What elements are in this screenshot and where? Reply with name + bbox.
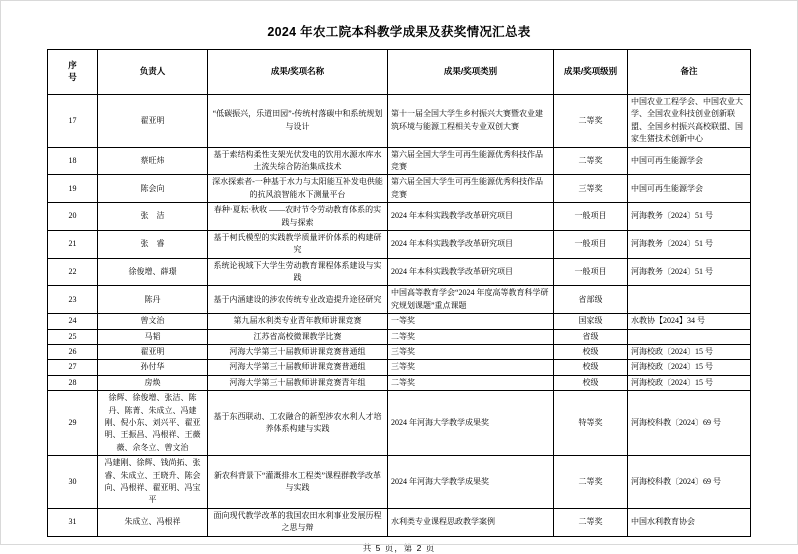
table-row <box>48 147 751 175</box>
cell-serial-number: 30 <box>48 456 98 509</box>
cell-achievement-name: 江苏省高校微课教学比赛 <box>208 329 388 344</box>
cell-level: 一般项目 <box>554 258 628 286</box>
cell-person: 房焕 <box>98 375 208 390</box>
cell-note <box>628 286 751 314</box>
table-row <box>48 391 751 456</box>
cell-serial-number: 27 <box>48 360 98 375</box>
cell-note: 河海校政〔2024〕15 号 <box>628 345 751 360</box>
table-row <box>48 175 751 203</box>
cell-category: 2024 年河海大学教学成果奖 <box>388 456 554 509</box>
cell-note: 中国农业工程学会、中国农业大学、全国农业科技创业创新联盟、全国乡村振兴高校联盟、国家生猪技术创新中心 <box>628 95 751 148</box>
cell-achievement-name: 河海大学第三十届教师讲课竞赛普通组 <box>208 345 388 360</box>
cell-serial-number: 28 <box>48 375 98 390</box>
header-no: 序号 <box>48 50 98 95</box>
cell-person: 徐俊增、薛璟 <box>98 258 208 286</box>
cell-achievement-name: 面向现代教学改革的我国农田水利事业发展历程之思与辩 <box>208 508 388 536</box>
header-note: 备注 <box>628 50 751 95</box>
cell-note: 河海校政〔2024〕15 号 <box>628 360 751 375</box>
cell-serial-number: 25 <box>48 329 98 344</box>
cell-category: 2024 年本科实践教学改革研究项目 <box>388 230 554 258</box>
table-header-row <box>48 50 751 95</box>
cell-serial-number: 29 <box>48 391 98 456</box>
table-row <box>48 203 751 231</box>
header-level: 成果/奖项级别 <box>554 50 628 95</box>
cell-category: 二等奖 <box>388 329 554 344</box>
table-row <box>48 375 751 390</box>
table-row <box>48 95 751 148</box>
cell-category: 二等奖 <box>388 375 554 390</box>
cell-category: 三等奖 <box>388 345 554 360</box>
cell-category: 三等奖 <box>388 360 554 375</box>
cell-achievement-name: 河海大学第三十届教师讲课竞赛青年组 <box>208 375 388 390</box>
cell-level: 二等奖 <box>554 508 628 536</box>
cell-achievement-name: 系统论视域下大学生劳动教育课程体系建设与实践 <box>208 258 388 286</box>
cell-level: 一般项目 <box>554 203 628 231</box>
cell-level: 三等奖 <box>554 175 628 203</box>
page-title: 2024 年农工院本科教学成果及获奖情况汇总表 <box>267 25 531 39</box>
cell-level: 校级 <box>554 345 628 360</box>
cell-level: 二等奖 <box>554 456 628 509</box>
cell-category: 2024 年本科实践教学改革研究项目 <box>388 203 554 231</box>
cell-category: 第十一届全国大学生乡村振兴大赛暨农业建筑环境与能源工程相关专业双创大赛 <box>388 95 554 148</box>
cell-note: 河海教务〔2024〕51 号 <box>628 230 751 258</box>
cell-note: 水教协【2024】34 号 <box>628 314 751 329</box>
cell-note <box>628 329 751 344</box>
cell-person: 张 洁 <box>98 203 208 231</box>
cell-person: 冯建刚、徐辉、钱尚拓、张睿、朱成立、王晓升、陈会向、冯根祥、翟亚明、冯宝平 <box>98 456 208 509</box>
table-row <box>48 456 751 509</box>
table-row <box>48 286 751 314</box>
cell-serial-number: 19 <box>48 175 98 203</box>
cell-note: 河海校政〔2024〕15 号 <box>628 375 751 390</box>
cell-category: 中国高等教育学会“2024 年度高等教育科学研究规划课题”重点课题 <box>388 286 554 314</box>
cell-serial-number: 31 <box>48 508 98 536</box>
cell-serial-number: 20 <box>48 203 98 231</box>
cell-level: 校级 <box>554 360 628 375</box>
table-row <box>48 230 751 258</box>
cell-person: 陈丹 <box>98 286 208 314</box>
cell-achievement-name: 基于柯氏模型的实践教学质量评价体系的构建研究 <box>208 230 388 258</box>
table-row <box>48 345 751 360</box>
table-row <box>48 314 751 329</box>
cell-note: 河海教务〔2024〕51 号 <box>628 203 751 231</box>
cell-serial-number: 18 <box>48 147 98 175</box>
cell-serial-number: 24 <box>48 314 98 329</box>
cell-serial-number: 26 <box>48 345 98 360</box>
cell-level: 国家级 <box>554 314 628 329</box>
cell-category: 一等奖 <box>388 314 554 329</box>
cell-person: 孙付华 <box>98 360 208 375</box>
cell-person: 翟亚明 <box>98 345 208 360</box>
cell-note: 中国水利教育协会 <box>628 508 751 536</box>
header-person: 负责人 <box>98 50 208 95</box>
cell-achievement-name: 新农科背景下“灌溉排水工程类”课程群教学改革与实践 <box>208 456 388 509</box>
cell-person: 蔡旺炜 <box>98 147 208 175</box>
cell-level: 一般项目 <box>554 230 628 258</box>
cell-category: 水利类专业课程思政教学案例 <box>388 508 554 536</box>
cell-note: 河海校科教〔2024〕69 号 <box>628 391 751 456</box>
cell-category: 2024 年本科实践教学改革研究项目 <box>388 258 554 286</box>
table-row <box>48 360 751 375</box>
cell-level: 特等奖 <box>554 391 628 456</box>
cell-serial-number: 17 <box>48 95 98 148</box>
cell-serial-number: 22 <box>48 258 98 286</box>
cell-achievement-name: 春种·夏耘·秋收 ——农时节令劳动教育体系的实践与探索 <box>208 203 388 231</box>
cell-person: 翟亚明 <box>98 95 208 148</box>
cell-achievement-name: 深水探索者-一种基于水力与太阳能互补发电供能的抗风浪智能水下测量平台 <box>208 175 388 203</box>
cell-achievement-name: 第九届水利类专业青年教师讲课竞赛 <box>208 314 388 329</box>
cell-achievement-name: 基于东西联动、工农融合的新型涉农水利人才培养体系构建与实践 <box>208 391 388 456</box>
cell-note: 中国可再生能源学会 <box>628 147 751 175</box>
cell-person: 马韬 <box>98 329 208 344</box>
page-number-footer: 共 5 页，第 2 页 <box>362 542 436 553</box>
cell-person: 朱成立、冯根祥 <box>98 508 208 536</box>
results-table <box>47 49 751 537</box>
cell-note: 中国可再生能源学会 <box>628 175 751 203</box>
header-name: 成果/奖项名称 <box>208 50 388 95</box>
cell-level: 省级 <box>554 329 628 344</box>
cell-person: 陈会向 <box>98 175 208 203</box>
table-row <box>48 258 751 286</box>
cell-achievement-name: 基于内涵建设的涉农传统专业改造提升途径研究 <box>208 286 388 314</box>
cell-achievement-name: 基于索结构柔性支架光伏发电的饮用水源水库水土流失综合防治集成技术 <box>208 147 388 175</box>
cell-achievement-name: “低碳振兴，乐道田园”-传统村落碳中和系统规划与设计 <box>208 95 388 148</box>
cell-note: 河海教务〔2024〕51 号 <box>628 258 751 286</box>
cell-level: 二等奖 <box>554 147 628 175</box>
cell-person: 张 睿 <box>98 230 208 258</box>
cell-level: 二等奖 <box>554 95 628 148</box>
cell-category: 2024 年河海大学教学成果奖 <box>388 391 554 456</box>
table-body <box>48 95 751 537</box>
cell-category: 第六届全国大学生可再生能源优秀科技作品竞赛 <box>388 175 554 203</box>
cell-serial-number: 23 <box>48 286 98 314</box>
cell-person: 徐辉、徐俊增、张洁、陈丹、陈菁、朱成立、冯建刚、倪小东、刘兴平、翟亚明、王振昌、冯根祥、王薇薇、佘冬立、曾文治 <box>98 391 208 456</box>
cell-serial-number: 21 <box>48 230 98 258</box>
cell-person: 曾文治 <box>98 314 208 329</box>
table-row <box>48 329 751 344</box>
cell-category: 第六届全国大学生可再生能源优秀科技作品竞赛 <box>388 147 554 175</box>
header-category: 成果/奖项类别 <box>388 50 554 95</box>
cell-achievement-name: 河海大学第三十届教师讲课竞赛普通组 <box>208 360 388 375</box>
cell-level: 校级 <box>554 375 628 390</box>
cell-note: 河海校科教〔2024〕69 号 <box>628 456 751 509</box>
cell-level: 省部级 <box>554 286 628 314</box>
table-row <box>48 508 751 536</box>
